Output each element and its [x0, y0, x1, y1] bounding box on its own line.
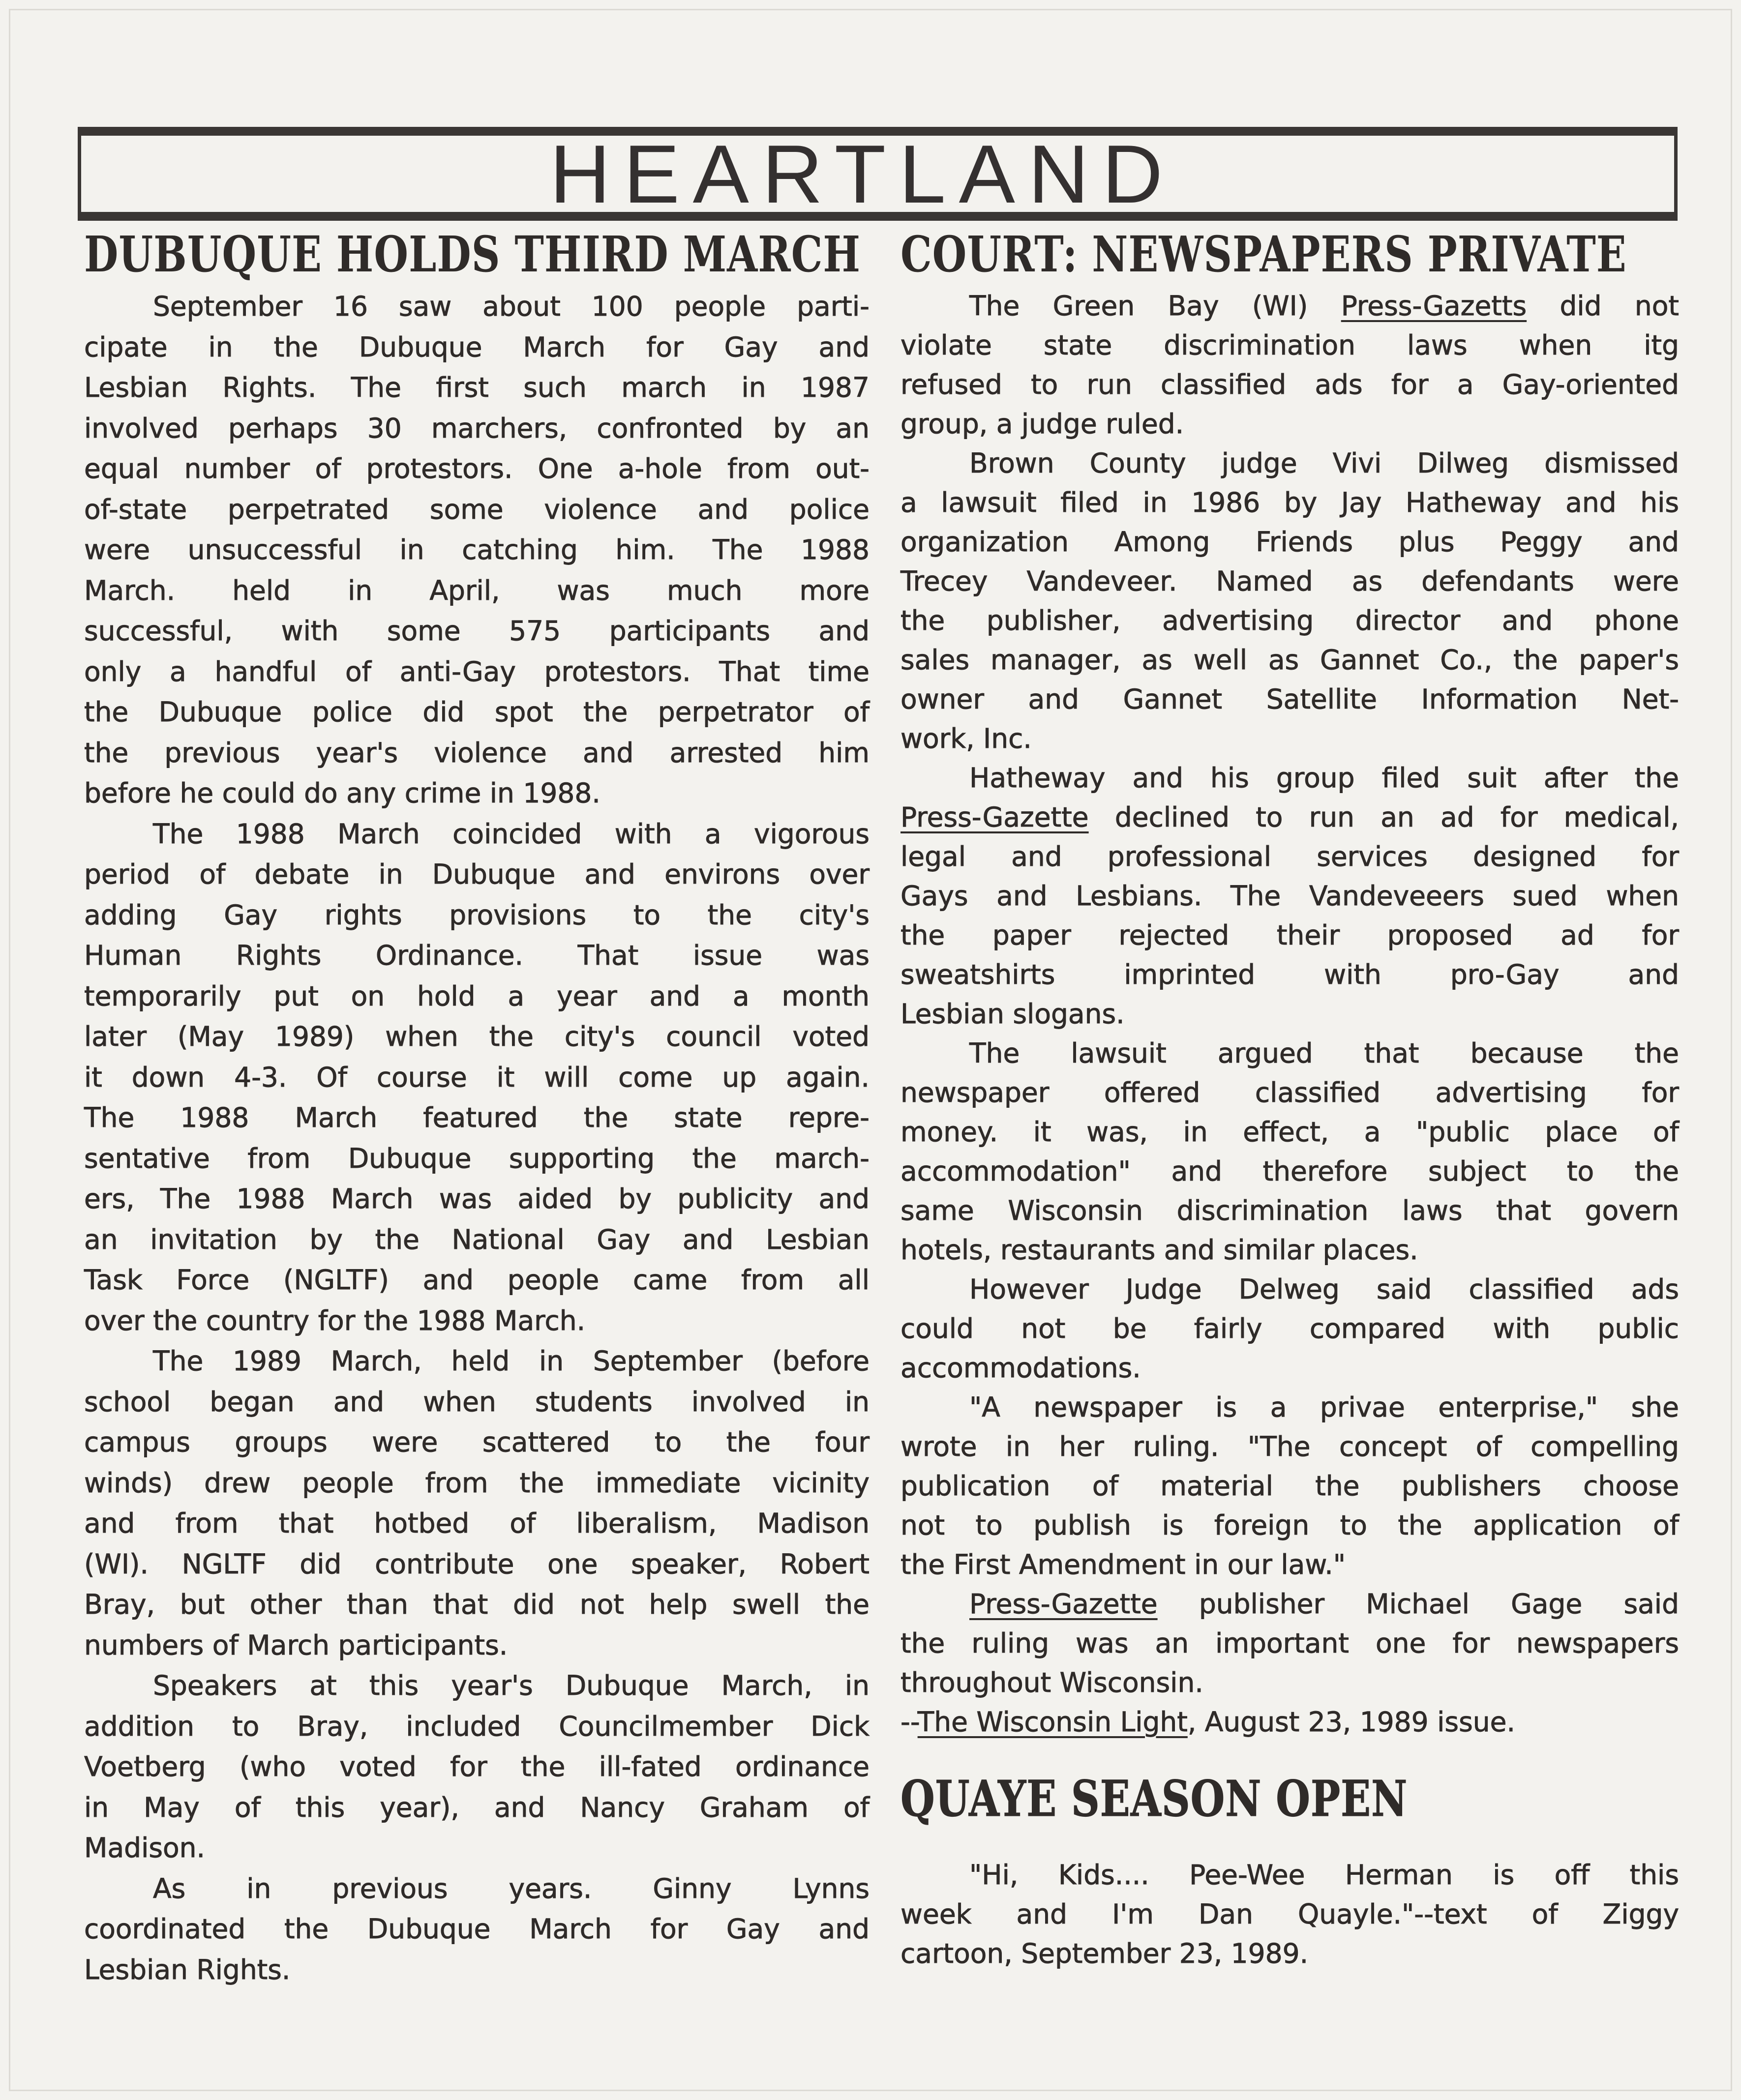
text-line: wrote in her ruling. "The concept of compelling: [901, 1431, 1679, 1462]
dubuque-paragraph: [84, 1341, 870, 1665]
court-paragraph: [901, 1270, 1679, 1388]
text-line: sales manager, as well as Gannet Co., the paper's: [901, 644, 1679, 676]
text-line: school began and when students involved in: [84, 1386, 870, 1418]
text-line: refused to run classified ads for a Gay-oriented: [901, 369, 1679, 400]
text-line: Lesbian Rights. The first such march in 1987: [84, 372, 870, 403]
text-segment: , August 23, 1989 issue.: [1187, 1706, 1515, 1738]
text-line: could not be fairly compared with public: [901, 1313, 1679, 1344]
text-line: the previous year's violence and arrested him: [84, 737, 870, 769]
text-line: later (May 1989) when the city's council voted: [84, 1021, 870, 1052]
text-segment: did not: [1527, 290, 1679, 322]
court-paragraph: [901, 286, 1679, 444]
text-line: adding Gay rights provisions to the city's: [84, 899, 870, 931]
text-segment: --: [901, 1706, 918, 1738]
text-line: were unsuccessful in catching him. The 1988: [84, 534, 870, 565]
dubuque-paragraph: [84, 1665, 870, 1868]
court-paragraph: [901, 444, 1679, 758]
text-line: not to publish is foreign to the application of: [901, 1509, 1679, 1541]
text-line: Task Force (NGLTF) and people came from all: [84, 1264, 870, 1296]
text-line: group, a judge ruled.: [901, 408, 1184, 440]
text-line: accommodation" and therefore subject to the: [901, 1155, 1679, 1187]
text-segment: The Green Bay (WI): [969, 290, 1341, 322]
text-line: money. it was, in effect, a "public place of: [901, 1116, 1679, 1148]
text-line: hotels, restaurants and similar places.: [901, 1234, 1418, 1266]
text-line: the ruling was an important one for newspapers: [901, 1627, 1679, 1659]
dubuque-paragraph: [84, 286, 870, 814]
text-line: Madison.: [84, 1832, 205, 1863]
text-line: March. held in April, was much more: [84, 574, 870, 606]
court-paragraph: [901, 758, 1679, 1034]
article-header-quaye: [901, 1742, 1679, 1855]
text-line: [901, 798, 1679, 837]
text-line: same Wisconsin discrimination laws that govern: [901, 1195, 1679, 1226]
dubuque-paragraph: [84, 1868, 870, 1990]
text-line: the First Amendment in our law.": [901, 1549, 1346, 1580]
text-line: "Hi, Kids.... Pee-Wee Herman is off this: [969, 1859, 1679, 1891]
text-line: an invitation by the National Gay and Lesbian: [84, 1223, 870, 1255]
text-line: Voetberg (who voted for the ill-fated ordinance: [84, 1751, 870, 1782]
text-line: campus groups were scattered to the four: [84, 1426, 870, 1458]
section-banner: [78, 127, 1678, 221]
text-line: numbers of March participants.: [84, 1629, 508, 1661]
text-line: "A newspaper is a privae enterprise," she: [969, 1391, 1679, 1423]
text-line: throughout Wisconsin.: [901, 1667, 1203, 1698]
text-line: work, Inc.: [901, 723, 1032, 754]
text-line: owner and Gannet Satellite Information Net-: [901, 683, 1679, 715]
text-line: Lesbian slogans.: [901, 998, 1125, 1030]
court-paragraph: [901, 1388, 1679, 1584]
text-line: addition to Bray, included Councilmember Dick: [84, 1710, 870, 1742]
text-line: However Judge Delweg said classified ads: [969, 1273, 1679, 1305]
quaye-paragraph: [901, 1855, 1679, 1973]
court-paragraph: [901, 1584, 1679, 1702]
court-paragraph: [901, 1702, 1679, 1742]
text-line: legal and professional services designed for: [901, 841, 1679, 872]
text-line: Brown County judge Vivi Dilweg dismissed: [969, 447, 1679, 479]
text-line: sentative from Dubuque supporting the march-: [84, 1142, 870, 1174]
text-line: [901, 286, 1679, 325]
text-line: winds) drew people from the immediate vicinity: [84, 1467, 870, 1499]
text-line: Speakers at this year's Dubuque March, in: [153, 1670, 870, 1701]
text-line: sweatshirts imprinted with pro-Gay and: [901, 959, 1679, 990]
text-line: of-state perpetrated some violence and police: [84, 493, 870, 525]
text-line: and from that hotbed of liberalism, Madison: [84, 1508, 870, 1539]
text-line: [901, 1584, 1679, 1624]
text-line: [901, 1702, 1679, 1742]
text-line: ers, The 1988 March was aided by publicity and: [84, 1183, 870, 1214]
text-line: involved perhaps 30 marchers, confronted by an: [84, 412, 870, 444]
text-line: cartoon, September 23, 1989.: [901, 1938, 1309, 1969]
text-line: accommodations.: [901, 1352, 1141, 1384]
text-line: As in previous years. Ginny Lynns: [153, 1872, 870, 1904]
text-line: Hatheway and his group filed suit after the: [969, 762, 1679, 794]
text-line: temporarily put on hold a year and a month: [84, 980, 870, 1012]
text-segment: publisher Michael Gage said: [1157, 1588, 1679, 1620]
text-line: a lawsuit filed in 1986 by Jay Hatheway and his: [901, 487, 1679, 518]
text-line: Human Rights Ordinance. That issue was: [84, 940, 870, 971]
text-line: The 1988 March coincided with a vigorous: [153, 818, 870, 850]
text-line: before he could do any crime in 1988.: [84, 777, 600, 809]
text-line: September 16 saw about 100 people parti-: [153, 291, 870, 322]
text-line: Bray, but other than that did not help swell the: [84, 1589, 870, 1620]
text-line: Gays and Lesbians. The Vandeveeers sued when: [901, 880, 1679, 912]
article-body-court: [901, 286, 1679, 1973]
text-line: in May of this year), and Nancy Graham of: [84, 1791, 870, 1823]
text-line: publication of material the publishers choose: [901, 1470, 1679, 1502]
text-line: the Dubuque police did spot the perpetrator of: [84, 696, 870, 728]
text-line: The 1988 March featured the state repre-: [84, 1102, 870, 1133]
text-line: Lesbian Rights.: [84, 1953, 291, 1985]
text-line: successful, with some 575 participants and: [84, 615, 870, 647]
text-line: coordinated the Dubuque March for Gay and: [84, 1913, 870, 1945]
court-paragraph: [901, 1034, 1679, 1270]
text-line: cipate in the Dubuque March for Gay and: [84, 331, 870, 363]
text-segment: declined to run an ad for medical,: [1088, 801, 1679, 833]
text-line: equal number of protestors. One a-hole from out-: [84, 453, 870, 484]
text-line: violate state discrimination laws when itg: [901, 329, 1679, 361]
text-line: The 1989 March, held in September (before: [153, 1345, 870, 1377]
article-body-dubuque: [84, 286, 870, 1990]
text-line: The lawsuit argued that because the: [969, 1037, 1679, 1069]
publication-title: The Wisconsin Light: [917, 1706, 1188, 1738]
article-headline-court: COURT: NEWSPAPERS PRIVATE: [901, 225, 1627, 283]
text-line: the publisher, advertising director and phone: [901, 605, 1679, 636]
text-line: week and I'm Dan Quayle."--text of Ziggy: [901, 1898, 1679, 1930]
section-title: HEARTLAND: [549, 127, 1176, 220]
publication-title: Press-Gazetts: [1341, 290, 1527, 322]
text-line: Trecey Vandeveer. Named as defendants were: [901, 565, 1679, 597]
dubuque-paragraph: [84, 814, 870, 1341]
article-headline-quaye: QUAYE SEASON OPEN: [901, 1770, 1408, 1828]
text-line: over the country for the 1988 March.: [84, 1304, 586, 1336]
text-line: it down 4-3. Of course it will come up again.: [84, 1061, 870, 1093]
text-line: organization Among Friends plus Peggy and: [901, 526, 1679, 558]
publication-title: Press-Gazette: [969, 1588, 1158, 1620]
text-line: the paper rejected their proposed ad for: [901, 919, 1679, 951]
text-line: (WI). NGLTF did contribute one speaker, Robert: [84, 1548, 870, 1580]
text-line: newspaper offered classified advertising for: [901, 1077, 1679, 1108]
article-headline-dubuque: DUBUQUE HOLDS THIRD MARCH: [84, 225, 861, 283]
text-line: only a handful of anti-Gay protestors. That time: [84, 655, 870, 687]
publication-title: Press-Gazette: [901, 801, 1089, 833]
text-line: period of debate in Dubuque and environs over: [84, 858, 870, 890]
